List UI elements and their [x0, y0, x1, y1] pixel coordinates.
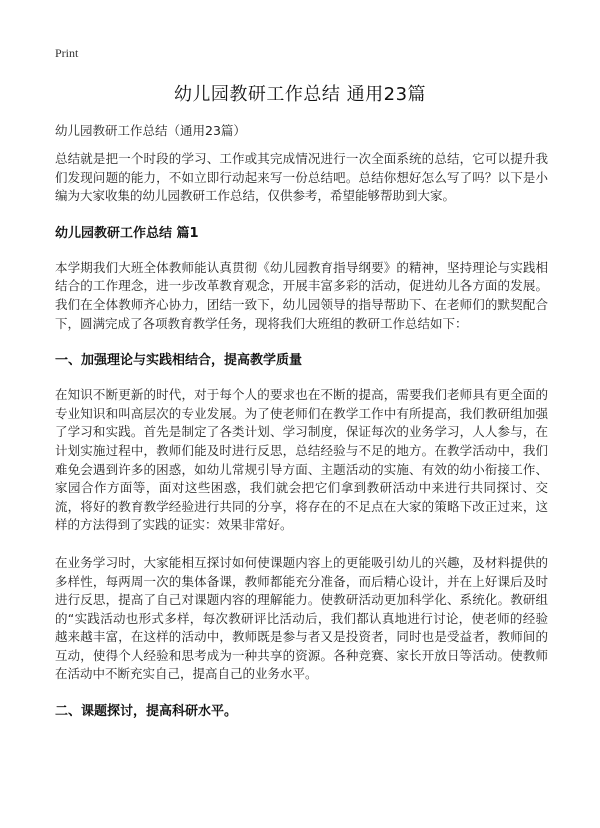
intro-paragraph: 总结就是把一个时段的学习、工作或其完成情况进行一次全面系统的总结，它可以提升我们发现问题的能力，不如立即行动起来写一份总结吧。总结你想好怎么写了吗？以下是小编为大家收集的幼儿园教研工作总结，仅供参考，希望能够帮助到大家。 [55, 151, 548, 204]
section-2-heading: 二、课题探讨，提高科研水平。 [55, 704, 238, 720]
document-subtitle: 幼儿园教研工作总结（通用23篇） [55, 123, 246, 138]
page-title: 幼儿园教研工作总结 通用23篇 [173, 84, 427, 105]
print-link[interactable]: Print [55, 46, 79, 60]
section-1-paragraph-1: 在知识不断更新的时代，对于每个人的要求也在不断的提高，需要我们老师具有更全面的专业知识和叫高层次的专业发展。为了使老师们在教学工作中有所提高，我们教研组加强了学习和实践。首先是制定了各类计划、学习制度，保证每次的业务学习，人人参与，在计划实施过程中，教师们能及时进行反思，总结经验与不足的地方。在教学活动中，我们难免会遇到许多的困惑，如幼儿常规引导方面、主题活动的实施、有效的幼小衔接工作、家园合作方面等，面对这些困惑，我们就会把它们拿到教研活动中来进行共同探讨、交流，将好的教育教学经验进行共同的分享，将存在的不足点在大家的策略下改正过来，这样的方法得到了实践的证实：效果非常好。 [55, 387, 548, 533]
article-heading: 幼儿园教研工作总结 篇1 [55, 225, 199, 241]
section-1-heading: 一、加强理论与实践相结合，提高教学质量 [55, 353, 303, 369]
article-intro-paragraph: 本学期我们大班全体教师能认真贯彻《幼儿园教育指导纲要》的精神，坚持理论与实践相结合的工作理念，进一步改革教育观念，开展丰富多彩的活动，促进幼儿各方面的发展。我们在全体教师齐心协力，团结一致下，幼儿园领导的指导帮助下、在老师们的默契配合下，圆满完成了各项教育教学任务，现将我们大班组的教研工作总结如下： [55, 259, 548, 331]
section-1-paragraph-2: 在业务学习时，大家能相互探讨如何使课题内容上的更能吸引幼儿的兴趣，及材料提供的多样性，每两周一次的集体备课，教师都能充分准备，而后精心设计，并在上好课后及时进行反思，提高了自己对课题内容的理解能力。使教研活动更加科学化、系统化。教研组的“实践活动也形式多样，每次教研评比活动后，我们都认真地进行讨论，使老师的经验越来越丰富，在这样的活动中，教师既是参与者又是投资者，同时也是受益者，教师间的互动，使得个人经验和思考成为一种共享的资源。各种竞赛、家长开放日等活动。使教师在活动中不断充实自己，提高自己的业务水平。 [55, 554, 548, 682]
article-body [55, 150, 548, 737]
